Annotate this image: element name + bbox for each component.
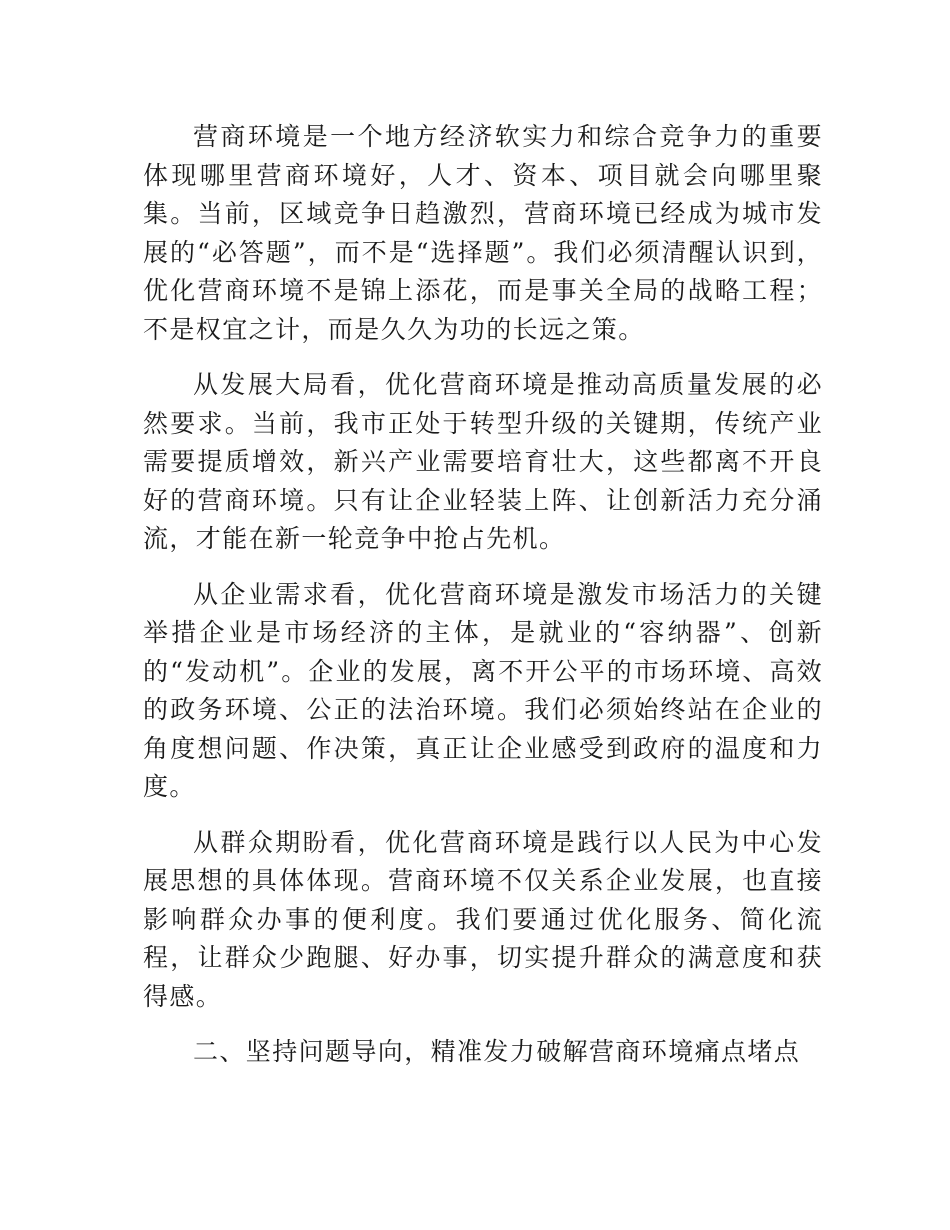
paragraph-intro: 营商环境是一个地方经济软实力和综合竞争力的重要体现哪里营商环境好，人才、资本、项目就会向哪里聚集。当前，区域竞争日趋激烈，营商环境已经成为城市发展的“必答题”，而不是“选择题”。我们必须清醒认识到，优化营商环境不是锦上添花，而是事关全局的战略工程；不是权宜之计，而是久久为功的长远之策。: [143, 122, 823, 344]
paragraph-development: 从发展大局看，优化营商环境是推动高质量发展的必然要求。当前，我市正处于转型升级的关键期，传统产业需要提质增效，新兴产业需要培育壮大，这些都离不开良好的营商环境。只有让企业轻装上阵、让创新活力充分涌流，才能在新一轮竞争中抢占先机。: [143, 370, 823, 553]
paragraph-enterprise: 从企业需求看，优化营商环境是激发市场活力的关键举措企业是市场经济的主体，是就业的“容纳器”、创新的“发动机”。企业的发展，离不开公平的市场环境、高效的政务环境、公正的法治环境。我们必须始终站在企业的角度想问题、作决策，真正让企业感受到政府的温度和力度。: [143, 579, 823, 801]
document-body: [143, 118, 823, 1072]
paragraph-public: 从群众期盼看，优化营商环境是践行以人民为中心发展思想的具体体现。营商环境不仅关系企业发展，也直接影响群众办事的便利度。我们要通过优化服务、简化流程，让群众少跑腿、好办事，切实提升群众的满意度和获得感。: [143, 827, 823, 1011]
section-heading: 二、坚持问题导向，精准发力破解营商环境痛点堵点: [193, 1037, 801, 1066]
